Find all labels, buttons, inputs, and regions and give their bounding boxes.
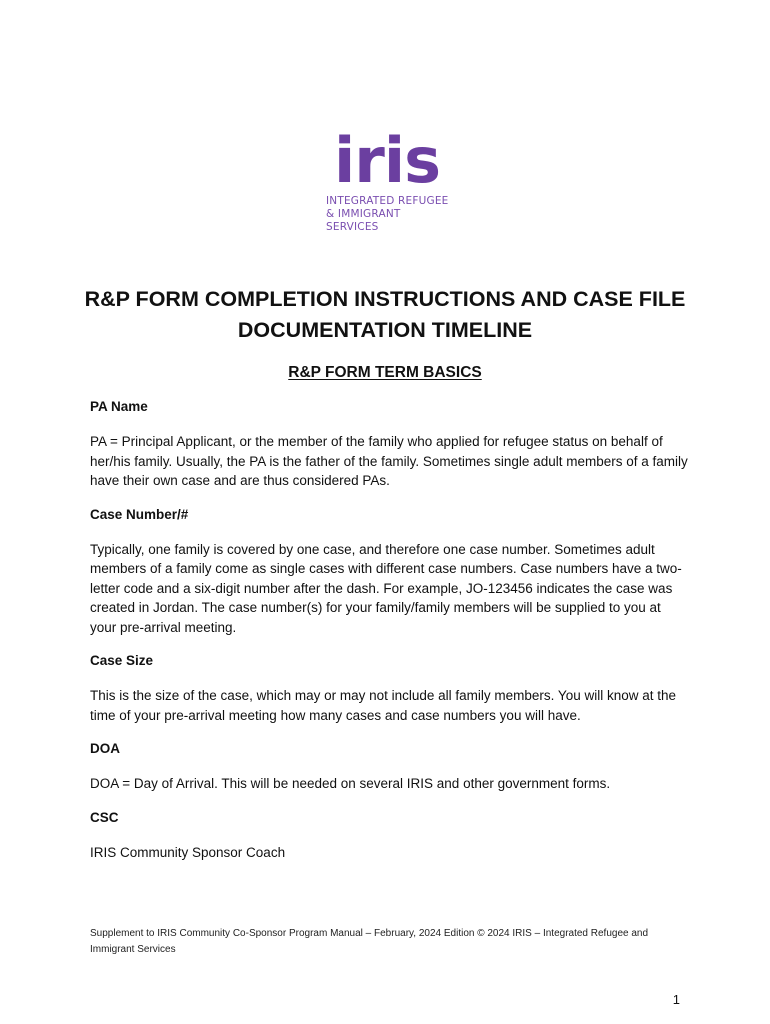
logo-wordmark: iris <box>334 124 440 197</box>
section-csc <box>90 809 690 863</box>
section-text: Typically, one family is covered by one case, and therefore one case number. Sometimes adult members of a family come as single cases with different case numbers. Case numbers have a two-letter code and a six-digit number after the dash. For example, JO-123456 indicates the case was created in Jordan. The case number(s) for your family/family members will be supplied to you at your pre-arrival meeting. <box>90 541 682 635</box>
section-text: DOA = Day of Arrival. This will be needed on several IRIS and other government forms. <box>90 776 611 791</box>
logo-tagline-line1: INTEGRATED REFUGEE <box>326 195 449 207</box>
section-heading: Case Number/# <box>90 506 189 522</box>
logo-tagline-line2: & IMMIGRANT SERVICES <box>326 208 401 233</box>
section-doa <box>90 740 690 794</box>
section-text: This is the size of the case, which may or may not include all family members. You will know at the time of your pre-arrival meeting how many cases and case numbers you will have. <box>90 688 677 723</box>
page-number: 1 <box>672 992 680 1007</box>
iris-logo <box>300 124 470 233</box>
section-heading: CSC <box>90 809 119 825</box>
document-body <box>90 398 690 877</box>
section-text: PA = Principal Applicant, or the member of the family who applied for refugee status on behalf of her/his family. Usually, the PA is the father of the family. Sometimes single adult members of a family have their own case and are thus considered PAs. <box>90 434 688 488</box>
document-title: R&P FORM COMPLETION INSTRUCTIONS AND CASE FILE DOCUMENTATION TIMELINE <box>84 287 686 342</box>
section-case-number <box>90 506 690 638</box>
section-pa-name <box>90 398 690 491</box>
section-text: IRIS Community Sponsor Coach <box>90 844 286 860</box>
section-subtitle: R&P FORM TERM BASICS <box>288 364 482 381</box>
section-heading: DOA <box>90 741 120 756</box>
section-heading: Case Size <box>90 653 154 668</box>
logo-tagline <box>326 195 456 234</box>
section-case-size <box>90 652 690 725</box>
section-heading: PA Name <box>90 399 148 414</box>
page-footer: Supplement to IRIS Community Co-Sponsor Program Manual – February, 2024 Edition © 2024 IRIS – Integrated Refugee and Immigrant Services <box>90 928 649 955</box>
